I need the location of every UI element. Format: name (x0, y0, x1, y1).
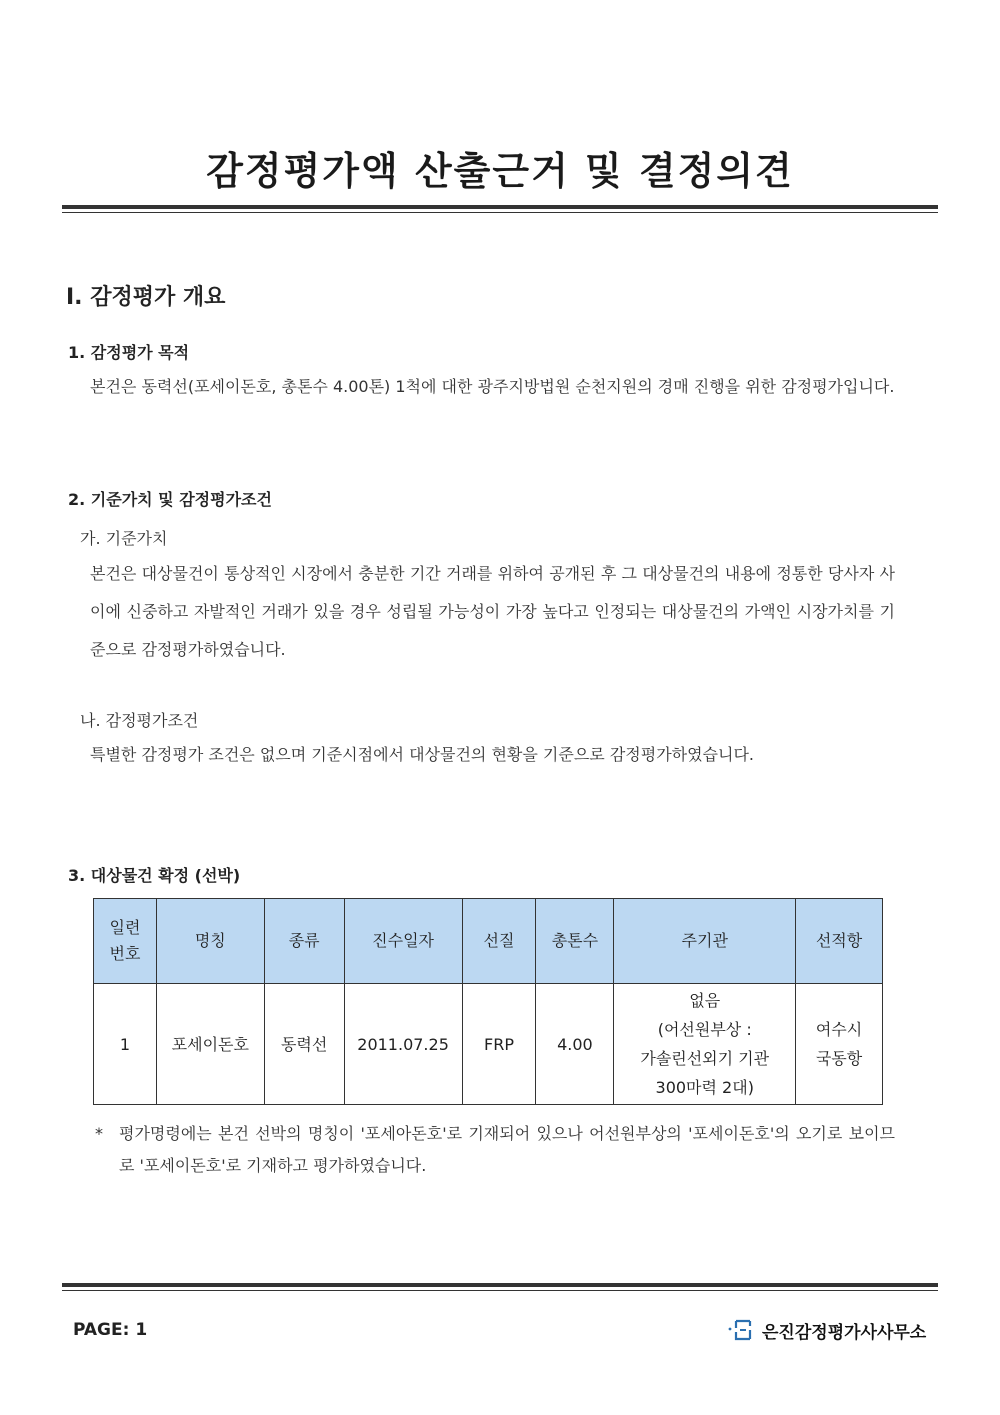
cell-gross-tonnage: 4.00 (536, 984, 614, 1105)
cell-hull-material: FRP (462, 984, 536, 1105)
header-main-engine: 주기관 (614, 899, 796, 984)
conditions-text: 특별한 감정평가 조건은 없으며 기준시점에서 대상물건의 현황을 기준으로 감정평가하였습니다. (90, 745, 755, 764)
object-heading: 3. 대상물건 확정 (선박) (68, 866, 241, 885)
engine-line-3: 가솔린선외기 기관 (640, 1049, 770, 1068)
page-title: 감정평가액 산출근거 및 결정의견 (206, 149, 794, 193)
page-number: PAGE: 1 (73, 1320, 148, 1340)
footnote (95, 1118, 895, 1182)
title-rule-thick (62, 205, 938, 209)
title-rule-thin (62, 212, 938, 213)
cell-serial-no: 1 (94, 984, 157, 1105)
cell-main-engine (614, 984, 796, 1105)
purpose-heading: 1. 감정평가 목적 (68, 343, 190, 362)
office-logo-icon (728, 1317, 756, 1343)
engine-line-1: 없음 (689, 991, 721, 1010)
engine-line-2: (어선원부상 : (657, 1020, 752, 1039)
section-heading: Ⅰ. 감정평가 개요 (66, 285, 226, 310)
header-name: 명칭 (156, 899, 264, 984)
footer-rule-thin (62, 1290, 938, 1291)
footer-rule-thick (62, 1283, 938, 1287)
table-header-row (94, 899, 883, 984)
port-line-1: 여수시 (815, 1020, 863, 1039)
header-serial-no (94, 899, 157, 984)
port-line-2: 국동항 (815, 1049, 863, 1068)
table-row (94, 984, 883, 1105)
conditions-heading: 나. 감정평가조건 (80, 711, 199, 730)
cell-launch-date: 2011.07.25 (344, 984, 462, 1105)
basis-heading: 2. 기준가치 및 감정평가조건 (68, 490, 272, 509)
cell-type: 동력선 (264, 984, 344, 1105)
office-name: 은진감정평가사사무소 (762, 1322, 927, 1343)
value-basis-heading: 가. 기준가치 (80, 529, 168, 548)
header-serial-no-line1: 일련 (109, 918, 141, 937)
value-basis-text: 본건은 대상물건이 통상적인 시장에서 충분한 기간 거래를 위하여 공개된 후 그 대상물건의 내용에 정통한 당사자 사이에 신중하고 자발적인 거래가 있을 경우 성립될 가능성이 가장 높다고 인정되는 대상물건의 가액인 시장가치를 기준으로 감정평가하였습니다. (90, 564, 895, 659)
cell-home-port (796, 984, 883, 1105)
header-gross-tonnage: 총톤수 (536, 899, 614, 984)
footnote-mark: * (95, 1124, 103, 1143)
ship-table (93, 898, 883, 1105)
footnote-text: 평가명령에는 본건 선박의 명칭이 '포세아돈호'로 기재되어 있으나 어선원부상의 '포세이돈호'의 오기로 보이므로 '포세이돈호'로 기재하고 평가하였습니다. (119, 1124, 895, 1175)
header-launch-date: 진수일자 (344, 899, 462, 984)
engine-line-4: 300마력 2대) (655, 1078, 754, 1097)
header-hull-material: 선질 (462, 899, 536, 984)
header-home-port: 선적항 (796, 899, 883, 984)
cell-name: 포세이돈호 (156, 984, 264, 1105)
office-signature (728, 1317, 926, 1343)
header-serial-no-line2: 번호 (109, 944, 141, 963)
header-type: 종류 (264, 899, 344, 984)
purpose-text: 본건은 동력선(포세이돈호, 총톤수 4.00톤) 1척에 대한 광주지방법원 순천지원의 경매 진행을 위한 감정평가입니다. (90, 377, 895, 396)
